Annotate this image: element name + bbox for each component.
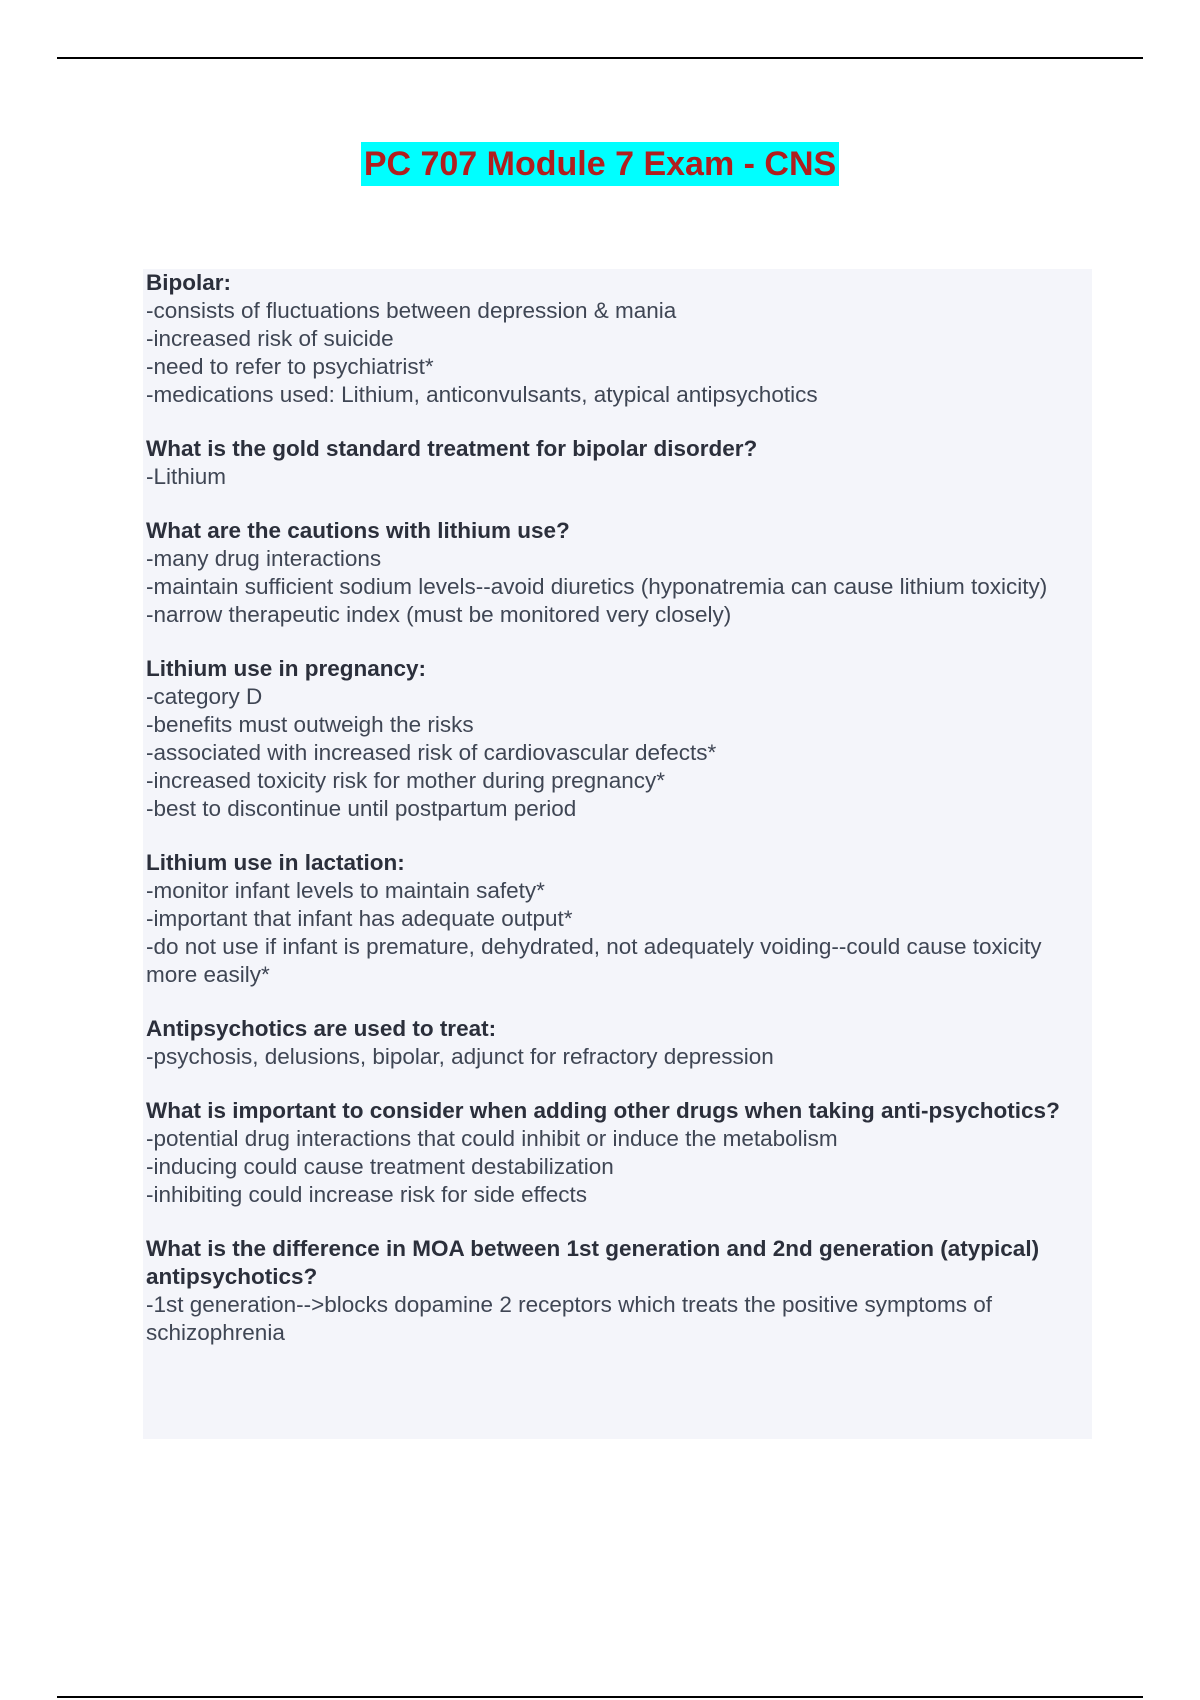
flashcard [146,1097,1092,1209]
flashcard [146,1015,1092,1071]
flashcard-definition-line: -increased risk of suicide [146,326,394,351]
flashcard-list [143,269,1092,1347]
flashcard-definition-line: -associated with increased risk of cardiovascular defects* [146,740,717,765]
flashcard-term: Lithium use in pregnancy: [146,656,427,681]
flashcard-definition-line: -benefits must outweigh the risks [146,712,474,737]
flashcard [146,517,1092,629]
flashcard-definition-line: -consists of fluctuations between depression & mania [146,298,677,323]
flashcard-term: What are the cautions with lithium use? [146,518,570,543]
document-title: PC 707 Module 7 Exam - CNS [361,142,839,186]
flashcard-definition-line: -potential drug interactions that could inhibit or induce the metabolism [146,1126,838,1151]
flashcard-term: What is the difference in MOA between 1st generation and 2nd generation (atypical) antipsychotics? [146,1236,1040,1289]
flashcard-definition-line: -category D [146,684,263,709]
flashcard-term: Lithium use in lactation: [146,850,405,875]
bottom-rule [57,1696,1143,1698]
flashcard-definition-line: -best to discontinue until postpartum period [146,796,577,821]
flashcard-term: Antipsychotics are used to treat: [146,1016,497,1041]
flashcard-definition-line: -need to refer to psychiatrist* [146,354,434,379]
flashcard-definition-line: -monitor infant levels to maintain safety* [146,878,545,903]
flashcard-definition-line: -do not use if infant is premature, dehydrated, not adequately voiding--could cause toxicity more easily* [146,934,1042,987]
flashcard-term: What is the gold standard treatment for bipolar disorder? [146,436,758,461]
flashcard [146,435,1092,491]
flashcard [146,269,1092,409]
flashcard-definition-line: -narrow therapeutic index (must be monitored very closely) [146,602,732,627]
top-rule [57,57,1143,59]
flashcard-definition-line: -important that infant has adequate output* [146,906,573,931]
flashcard-panel [143,269,1092,1439]
flashcard-definition-line: -1st generation-->blocks dopamine 2 receptors which treats the positive symptoms of schizophrenia [146,1292,993,1345]
flashcard [146,655,1092,823]
flashcard [146,849,1092,989]
flashcard-definition-line: -Lithium [146,464,227,489]
flashcard-definition-line: -maintain sufficient sodium levels--avoid diuretics (hyponatremia can cause lithium toxicity) [146,574,1048,599]
flashcard [146,1235,1092,1347]
flashcard-definition-line: -inducing could cause treatment destabilization [146,1154,614,1179]
title-area [0,142,1200,186]
flashcard-definition-line: -psychosis, delusions, bipolar, adjunct for refractory depression [146,1044,774,1069]
flashcard-term: What is important to consider when adding other drugs when taking anti-psychotics? [146,1098,1060,1123]
flashcard-definition-line: -inhibiting could increase risk for side effects [146,1182,588,1207]
flashcard-definition-line: -medications used: Lithium, anticonvulsants, atypical antipsychotics [146,382,818,407]
flashcard-definition-line: -increased toxicity risk for mother during pregnancy* [146,768,665,793]
flashcard-term: Bipolar: [146,270,232,295]
flashcard-definition-line: -many drug interactions [146,546,382,571]
